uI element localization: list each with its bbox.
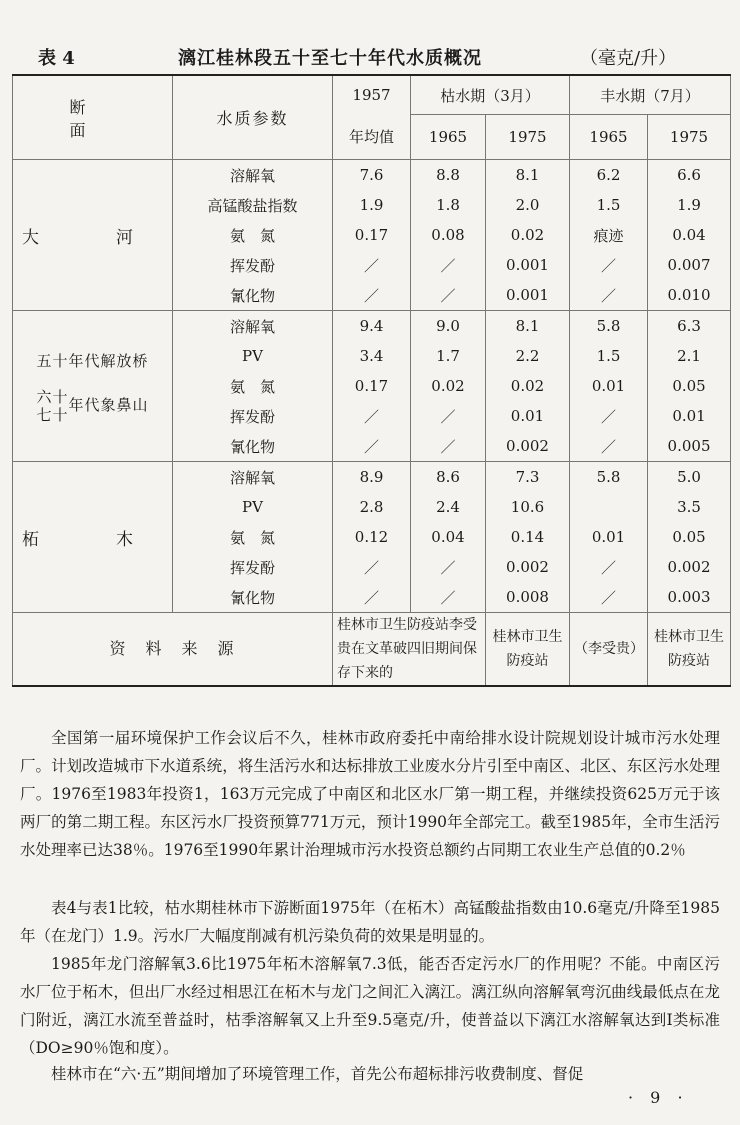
header-annual-mean: 年均值 — [333, 115, 411, 160]
value-cell: ／ — [411, 552, 486, 582]
source-row — [13, 613, 731, 687]
value-cell: 2.8 — [333, 492, 411, 522]
table-row — [13, 160, 731, 191]
value-cell: ／ — [333, 280, 411, 311]
value-cell: 9.0 — [411, 311, 486, 342]
param-cell: 挥发酚 — [173, 552, 333, 582]
value-cell: 0.01 — [648, 401, 731, 431]
value-cell: ／ — [570, 582, 648, 613]
value-cell: 2.4 — [411, 492, 486, 522]
paragraph-2: 表4与表1比较，枯水期桂林市下游断面1975年（在柘木）高锰酸盐指数由10.6毫克/升降至1985年（在龙门）1.9。污水厂大幅度削减有机污染负荷的效果是明显的。 — [20, 899, 720, 945]
header-row-1 — [13, 75, 731, 115]
value-cell: ／ — [570, 250, 648, 280]
value-cell: 1.7 — [411, 341, 486, 371]
value-cell: 6.2 — [570, 160, 648, 191]
value-cell: ／ — [411, 582, 486, 613]
header-wet-season: 丰水期（7月） — [570, 75, 731, 115]
section-xiangbishan — [17, 388, 168, 424]
param-cell: 氰化物 — [173, 582, 333, 613]
header-1957: 1957 — [333, 75, 411, 115]
value-cell: 0.008 — [486, 582, 570, 613]
table-title: 漓江桂林段五十至七十年代水质概况 — [178, 48, 482, 69]
value-cell — [570, 492, 648, 522]
value-cell: ／ — [333, 431, 411, 462]
param-cell: 氨 氮 — [173, 522, 333, 552]
value-cell: 0.005 — [648, 431, 731, 462]
section-zhemu: 柘 木 — [13, 462, 173, 613]
value-cell: ／ — [333, 401, 411, 431]
value-cell: 6.3 — [648, 311, 731, 342]
value-cell: 8.1 — [486, 160, 570, 191]
param-cell: 挥发酚 — [173, 401, 333, 431]
value-cell: 1.5 — [570, 341, 648, 371]
value-cell: ／ — [333, 582, 411, 613]
source-1957-1965: 桂林市卫生防疫站李受贵在文革破四旧期间保存下来的 — [333, 613, 486, 687]
header-wet-1975: 1975 — [648, 115, 731, 160]
section-sixties: 六十 — [36, 388, 69, 406]
section-jiefangqiao-xiangbishan — [13, 311, 173, 462]
param-cell: 溶解氧 — [173, 462, 333, 493]
header-dry-season: 枯水期（3月） — [411, 75, 570, 115]
value-cell: 0.010 — [648, 280, 731, 311]
value-cell: ／ — [411, 431, 486, 462]
value-cell: ／ — [411, 280, 486, 311]
value-cell: 8.6 — [411, 462, 486, 493]
value-cell: 0.01 — [486, 401, 570, 431]
value-cell: 0.04 — [648, 220, 731, 250]
value-cell: 0.002 — [486, 552, 570, 582]
value-cell: 8.9 — [333, 462, 411, 493]
section-seventies: 七十 — [36, 406, 69, 424]
value-cell: 0.01 — [570, 522, 648, 552]
value-cell: 3.4 — [333, 341, 411, 371]
value-cell: 5.8 — [570, 462, 648, 493]
param-cell: 挥发酚 — [173, 250, 333, 280]
value-cell: 0.04 — [411, 522, 486, 552]
param-cell: 氨 氮 — [173, 220, 333, 250]
value-cell: 0.002 — [486, 431, 570, 462]
value-cell: 0.12 — [333, 522, 411, 552]
value-cell: 1.9 — [648, 190, 731, 220]
value-cell: ／ — [333, 552, 411, 582]
value-cell: 0.001 — [486, 280, 570, 311]
value-cell: ／ — [333, 250, 411, 280]
header-wet-1965: 1965 — [570, 115, 648, 160]
paragraph-1: 全国第一届环境保护工作会议后不久，桂林市政府委托中南给排水设计院规划设计城市污水处理厂。计划改造城市下水道系统，将生活污水和达标排放工业废水分片引至中南区、北区、东区污水处理厂。1976至1983年投资1，163万元完成了中南区和北区水厂第一期工程，并继续投资625万元于该两厂的第二期工程。东区污水厂投资预算771万元，预计1990年全部完工。截至1985年，全市生活污水处理率已达38％。1976至1990年累计治理城市污水投资总额约占同期工农业生产总值的0.2％ — [20, 729, 720, 859]
value-cell: 7.6 — [333, 160, 411, 191]
value-cell: 0.14 — [486, 522, 570, 552]
table-caption — [18, 36, 730, 76]
value-cell: 9.4 — [333, 311, 411, 342]
page-number: · 9 · — [628, 1088, 689, 1107]
value-cell: 8.8 — [411, 160, 486, 191]
value-cell: 0.08 — [411, 220, 486, 250]
value-cell: 1.9 — [333, 190, 411, 220]
paragraph-3: 1985年龙门溶解氧3.6比1975年柘木溶解氧7.3低，能否否定污水厂的作用呢？不能。中南区污水厂位于柘木，但出厂水经过相思江在柘木与龙门之间汇入漓江。漓江纵向溶解氧弯沉曲线最低点在龙门附近，漓江水流至普益时，枯季溶解氧又上升至9.5毫克/升，使普益以下漓江水溶解氧达到Ⅰ类标准（DO≥90％饱和度）。 — [20, 955, 720, 1057]
value-cell: ／ — [411, 401, 486, 431]
table-row — [13, 311, 731, 342]
value-cell: 0.17 — [333, 220, 411, 250]
param-cell: PV — [173, 341, 333, 371]
value-cell: 1.5 — [570, 190, 648, 220]
value-cell: 6.6 — [648, 160, 731, 191]
table-unit: （毫克/升） — [580, 48, 677, 69]
value-cell: 5.8 — [570, 311, 648, 342]
header-dry-1965: 1965 — [411, 115, 486, 160]
header-param: 水质参数 — [173, 75, 333, 160]
param-cell: 氰化物 — [173, 431, 333, 462]
header-section: 断 面 — [13, 75, 173, 160]
section-jiefangqiao: 五十年代解放桥 — [36, 352, 149, 370]
value-cell: 痕迹 — [570, 220, 648, 250]
value-cell: 0.05 — [648, 371, 731, 401]
table-row — [13, 462, 731, 493]
value-cell: 0.01 — [570, 371, 648, 401]
source-1965-wet: （李受贵） — [570, 613, 648, 687]
value-cell: 7.3 — [486, 462, 570, 493]
value-cell: 8.1 — [486, 311, 570, 342]
value-cell: 0.001 — [486, 250, 570, 280]
value-cell: ／ — [570, 552, 648, 582]
header-dry-1975: 1975 — [486, 115, 570, 160]
value-cell: 0.003 — [648, 582, 731, 613]
value-cell: 2.2 — [486, 341, 570, 371]
value-cell: 5.0 — [648, 462, 731, 493]
value-cell: 0.002 — [648, 552, 731, 582]
source-1975-dry: 桂林市卫生防疫站 — [486, 613, 570, 687]
value-cell: 0.02 — [411, 371, 486, 401]
table-number: 表 4 — [38, 48, 75, 69]
value-cell: 2.0 — [486, 190, 570, 220]
param-cell: 溶解氧 — [173, 160, 333, 191]
param-cell: 氨 氮 — [173, 371, 333, 401]
value-cell: 0.007 — [648, 250, 731, 280]
param-cell: 氰化物 — [173, 280, 333, 311]
value-cell: ／ — [570, 401, 648, 431]
value-cell: 0.02 — [486, 371, 570, 401]
value-cell: ／ — [570, 431, 648, 462]
param-cell: 高锰酸盐指数 — [173, 190, 333, 220]
water-quality-table — [12, 74, 731, 687]
param-cell: PV — [173, 492, 333, 522]
value-cell: 3.5 — [648, 492, 731, 522]
value-cell: 0.02 — [486, 220, 570, 250]
section-dahe: 大 河 — [13, 160, 173, 311]
value-cell: 1.8 — [411, 190, 486, 220]
value-cell: ／ — [570, 280, 648, 311]
source-label: 资 料 来 源 — [13, 613, 333, 687]
value-cell: 10.6 — [486, 492, 570, 522]
value-cell: 0.17 — [333, 371, 411, 401]
paragraph-4: 桂林市在“六·五”期间增加了环境管理工作，首先公布超标排污收费制度、督促 — [51, 1065, 584, 1083]
section-xiangbishan-label: 年代象鼻山 — [68, 396, 149, 414]
value-cell: ／ — [411, 250, 486, 280]
source-1975-wet: 桂林市卫生防疫站 — [648, 613, 731, 687]
param-cell: 溶解氧 — [173, 311, 333, 342]
value-cell: 2.1 — [648, 341, 731, 371]
value-cell: 0.05 — [648, 522, 731, 552]
